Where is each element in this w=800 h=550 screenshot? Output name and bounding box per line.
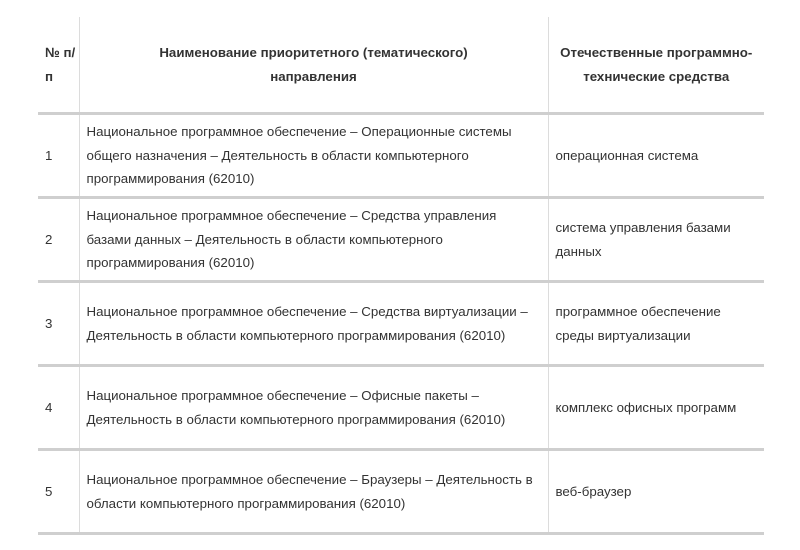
row-direction-name: Национальное программное обеспечение – Средства управления базами данных – Деятельность в области компьютерного программирования (62010) — [79, 198, 548, 282]
header-direction-name: Наименование приоритетного (тематического) направления — [79, 17, 548, 114]
row-number: 1 — [38, 114, 79, 198]
table-row — [38, 282, 764, 366]
row-direction-name: Национальное программное обеспечение – Операционные системы общего назначения – Деятельность в области компьютерного программирования (62010) — [79, 114, 548, 198]
row-domestic-means: комплекс офисных программ — [548, 366, 764, 450]
row-direction-name: Национальное программное обеспечение – Средства виртуализации – Деятельность в области компьютерного программирования (62010) — [79, 282, 548, 366]
table-row — [38, 198, 764, 282]
row-direction-name: Национальное программное обеспечение – Браузеры – Деятельность в области компьютерного программирования (62010) — [79, 450, 548, 534]
priority-directions-table — [38, 17, 764, 535]
row-domestic-means: операционная система — [548, 114, 764, 198]
table-header — [38, 17, 764, 114]
header-domestic-means: Отечественные программно-технические средства — [548, 17, 764, 114]
row-domestic-means: веб-браузер — [548, 450, 764, 534]
row-domestic-means: программное обеспечение среды виртуализации — [548, 282, 764, 366]
header-number: № п/п — [38, 17, 79, 114]
priority-directions-table-container — [38, 17, 764, 535]
table-row — [38, 114, 764, 198]
row-number: 2 — [38, 198, 79, 282]
table-row — [38, 366, 764, 450]
row-domestic-means: система управления базами данных — [548, 198, 764, 282]
row-number: 4 — [38, 366, 79, 450]
header-row — [38, 17, 764, 114]
row-number: 3 — [38, 282, 79, 366]
row-direction-name: Национальное программное обеспечение – Офисные пакеты – Деятельность в области компьютерного программирования (62010) — [79, 366, 548, 450]
table-row — [38, 450, 764, 534]
table-body — [38, 114, 764, 534]
row-number: 5 — [38, 450, 79, 534]
